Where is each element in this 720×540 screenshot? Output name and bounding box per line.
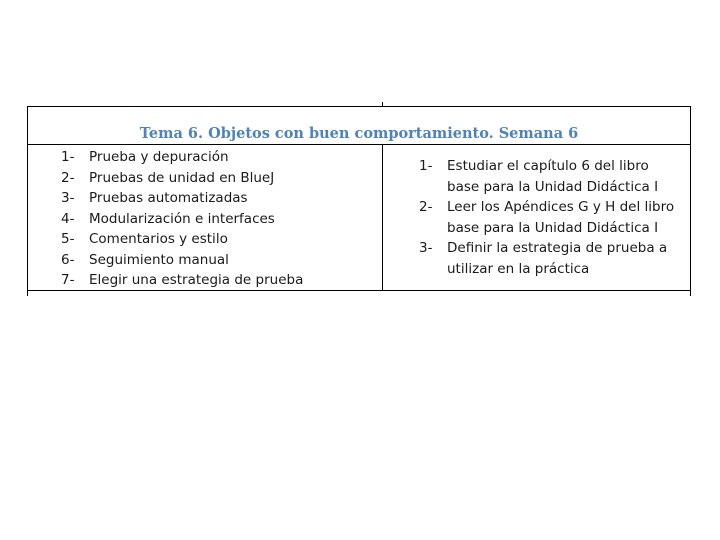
table-top-border	[27, 106, 691, 107]
list-item	[419, 156, 674, 197]
list-item-number: 2-	[61, 169, 75, 186]
list-item-number: 1-	[419, 158, 433, 174]
list-item	[419, 197, 674, 238]
list-item-number: 5-	[61, 231, 75, 247]
list-item-text: Comentarios y estilo	[89, 231, 228, 247]
list-item	[61, 209, 303, 230]
column-divider-top-stub	[382, 102, 383, 107]
list-item	[61, 270, 303, 291]
list-item-text: Modularización e interfaces	[89, 210, 275, 227]
list-item	[61, 188, 303, 209]
list-item-text: Leer los Apéndices G y H del libro base para la Unidad Didáctica I	[447, 199, 675, 236]
list-item-text: Seguimiento manual	[89, 251, 229, 268]
list-item	[61, 229, 303, 250]
table-title: Tema 6. Objetos con buen comportamiento. Semana 6	[139, 125, 579, 142]
list-item	[61, 250, 303, 271]
list-item-number: 1-	[61, 149, 75, 165]
topics-list	[61, 147, 303, 291]
column-divider	[382, 144, 383, 290]
list-item-text: Prueba y depuración	[89, 149, 229, 165]
list-item-number: 4-	[61, 210, 75, 227]
list-item	[419, 238, 674, 279]
list-item-text: Pruebas automatizadas	[89, 190, 248, 206]
list-item-number: 2-	[419, 199, 433, 215]
list-item-number: 3-	[61, 190, 75, 206]
list-item	[61, 147, 303, 168]
list-item-number: 7-	[61, 272, 75, 288]
tasks-list	[419, 156, 674, 279]
list-item-number: 6-	[61, 251, 75, 268]
list-item-text: Definir la estrategia de prueba a utilizar en la práctica	[447, 240, 668, 277]
title-row-divider	[27, 144, 691, 145]
schedule-table	[27, 106, 691, 296]
list-item-text: Estudiar el capítulo 6 del libro base para la Unidad Didáctica I	[447, 158, 659, 195]
list-item-number: 3-	[419, 240, 433, 256]
list-item	[61, 168, 303, 189]
list-item-text: Pruebas de unidad en BlueJ	[89, 169, 275, 186]
list-item-text: Elegir una estrategia de prueba	[89, 272, 304, 288]
